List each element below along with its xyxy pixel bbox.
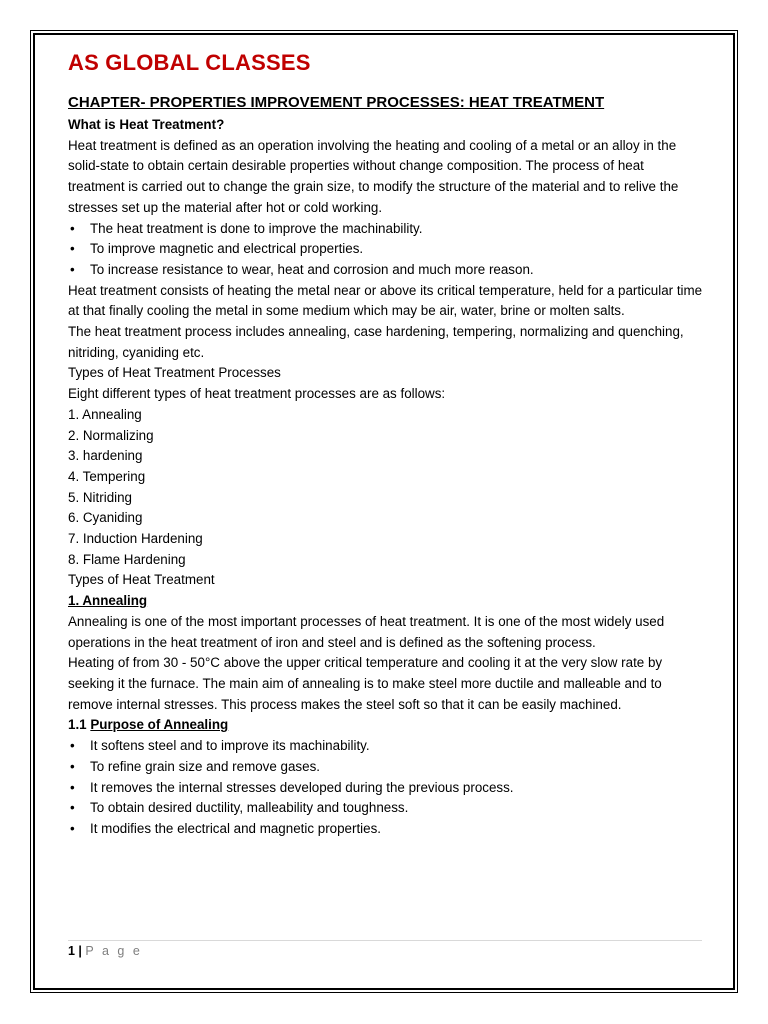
annealing-heading: 1. Annealing	[68, 593, 148, 609]
intro-paragraph: Heat treatment is defined as an operation involving the heating and cooling of a metal or an alloy in the solid-state to obtain certain desirable properties without change composition. The process of heat treatment is carried out to change the grain size, to modify the structure of the material and to relive the stresses set up the material after hot or cold working.	[68, 137, 679, 215]
types-label: Types of Heat Treatment Processes	[68, 365, 281, 381]
intro-bullet-list	[68, 219, 704, 281]
list-item: 6. Cyaniding	[68, 510, 143, 526]
chapter-title: CHAPTER- PROPERTIES IMPROVEMENT PROCESSES: HEAT TREATMENT	[68, 94, 605, 111]
bullet-icon: •	[70, 220, 75, 236]
purpose-number: 1.1	[68, 717, 91, 733]
bullet-icon: •	[70, 800, 75, 816]
list-item: 1. Annealing	[68, 406, 142, 422]
types-label-2: Types of Heat Treatment	[68, 572, 215, 588]
list-item: • To obtain desired ductility, malleability and toughness.	[68, 798, 704, 819]
bullet-icon: •	[70, 779, 75, 795]
footer-separator: |	[74, 944, 86, 958]
annealing-paragraph-2: Heating of from 30 - 50°C above the upper critical temperature and cooling it at the very slow rate by seeking it the furnace. The main aim of annealing is to make steel more ductile and malleable and to remove internal stresses. This process makes the steel soft so that it can be easily machined.	[68, 655, 663, 712]
list-item: 7. Induction Hardening	[68, 531, 203, 547]
list-item: 2. Normalizing	[68, 427, 154, 443]
purpose-heading: Purpose of Annealing	[90, 717, 229, 733]
page-label: P a g e	[85, 944, 143, 958]
annealing-paragraph-1: Annealing is one of the most important processes of heat treatment. It is one of the most widely used operations in the heat treatment of iron and steel and is defined as the softening process.	[68, 613, 665, 650]
bullet-icon: •	[70, 820, 75, 836]
list-item: • To increase resistance to wear, heat and corrosion and much more reason.	[68, 260, 704, 281]
list-item: • It softens steel and to improve its machinability.	[68, 736, 704, 757]
list-item: 5. Nitriding	[68, 489, 133, 505]
list-item: • The heat treatment is done to improve the machinability.	[68, 219, 704, 240]
bullet-icon: •	[70, 738, 75, 754]
bullet-icon: •	[70, 261, 75, 277]
purpose-bullet-list	[68, 736, 704, 840]
list-item: • To improve magnetic and electrical properties.	[68, 239, 704, 260]
page-footer	[68, 943, 142, 959]
types-intro: Eight different types of heat treatment processes are as follows:	[68, 386, 446, 402]
page-number: 1	[68, 944, 75, 958]
list-item: 3. hardening	[68, 448, 143, 464]
footer-divider	[68, 940, 702, 941]
list-item: 4. Tempering	[68, 468, 146, 484]
section-heading-what: What is Heat Treatment?	[68, 117, 225, 132]
types-numbered-list	[68, 405, 704, 571]
paragraph-process-includes: The heat treatment process includes annealing, case hardening, tempering, normalizing and quenching, nitriding, cyaniding etc.	[68, 324, 684, 360]
purpose-heading-line	[68, 715, 704, 736]
list-item: • To refine grain size and remove gases.	[68, 757, 704, 778]
list-item: 8. Flame Hardening	[68, 551, 186, 567]
bullet-icon: •	[70, 758, 75, 774]
brand-title: AS GLOBAL CLASSES	[68, 50, 311, 75]
document-body	[68, 48, 704, 840]
list-item: • It modifies the electrical and magnetic properties.	[68, 819, 704, 840]
paragraph-critical-temperature: Heat treatment consists of heating the metal near or above its critical temperature, held for a particular time at that finally cooling the metal in some medium which may be air, water, brine or molten salts.	[68, 282, 703, 319]
list-item: • It removes the internal stresses developed during the previous process.	[68, 778, 704, 799]
bullet-icon: •	[70, 241, 75, 257]
